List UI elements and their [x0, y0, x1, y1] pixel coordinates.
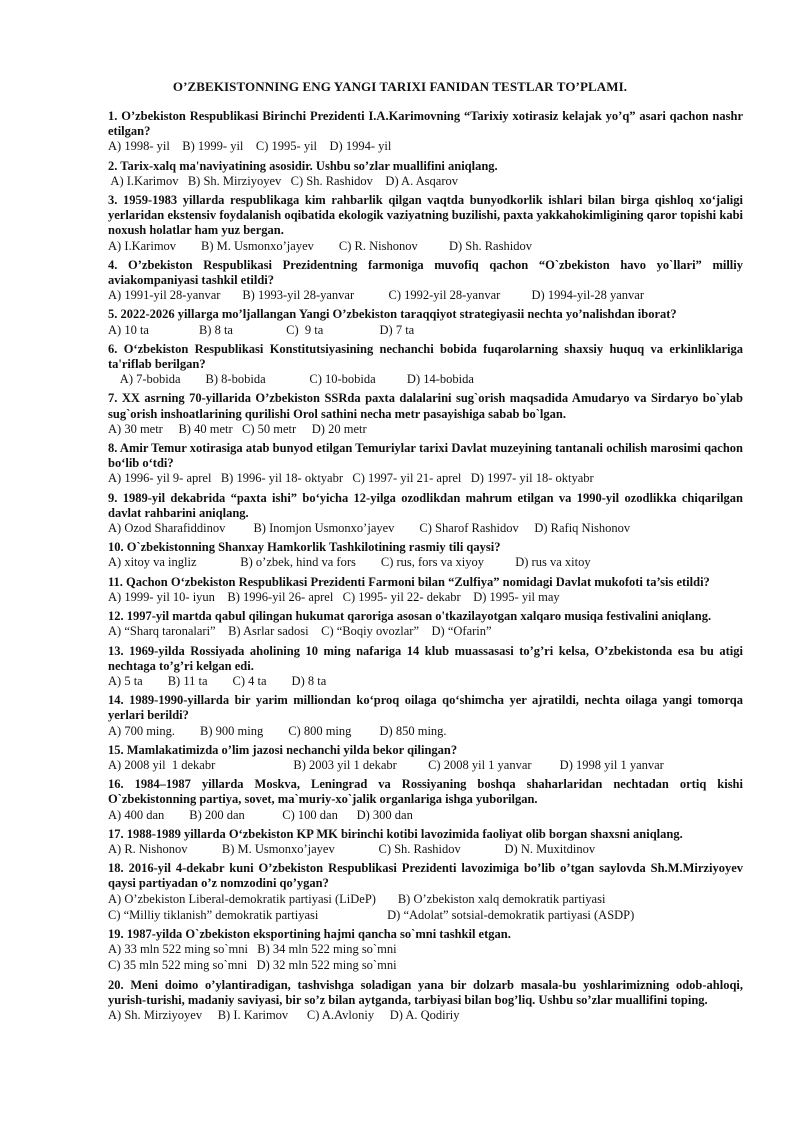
question-block — [108, 743, 743, 773]
question-text: 12. 1997-yil martda qabul qilingan hukumat qaroriga asosan o'tkazilayotgan xalqaro musiqa festivalini aniqlang. — [108, 609, 712, 624]
question-text: 18. 2016-yil 4-dekabr kuni O’zbekiston Respublikasi Prezidenti lavozimiga bo’lib o’tgan saylovda Sh.M.Mirziyoyev qaysi partiyadan o’z nomzodini qo’ygan? — [108, 861, 743, 891]
question-text: 6. O‘zbekiston Respublikasi Konstitutsiyasining nechanchi bobida fuqarolarning shaxsiy huquq va erkinliklariga ta'riflab berilgan? — [108, 341, 743, 372]
question-text: 15. Mamlakatimizda o’lim jazosi nechanchi yilda bekor qilingan? — [108, 742, 458, 757]
question-text: 4. O’zbekiston Respublikasi Prezidentning farmoniga muvofiq qachon “O`zbekiston havo yo`llari” milliy aviakompaniyasi tashkil etildi? — [108, 257, 743, 288]
question-text: 1. O’zbekiston Respublikasi Birinchi Prezidenti I.A.Karimovning “Tarixiy xotirasiz kelajak yo’q” asari qachon nashr etilgan? — [108, 109, 743, 139]
question-block — [108, 491, 743, 537]
page-title: O’ZBEKISTONNING ENG YANGI TARIXI FANIDAN TESTLAR TO’PLAMI. — [172, 79, 628, 94]
question-block — [108, 861, 743, 923]
answer-options: A) 10 ta B) 8 ta C) 9 ta D) 7 ta — [108, 322, 415, 337]
question-text: 11. Qachon O‘zbekiston Respublikasi Prezidenti Farmoni bilan “Zulfiya” nomidagi Davlat mukofoti ta’sis etildi? — [108, 574, 710, 589]
question-block — [108, 258, 743, 304]
answer-options: C) “Milliy tiklanish” demokratik partiyasi D) “Adolat” sotsial-demokratik partiyasi (ASDP) — [108, 907, 635, 922]
answer-options: A) “Sharq taronalari” B) Asrlar sadosi C) “Boqiy ovozlar” D) “Ofarin” — [108, 624, 492, 639]
question-text: 10. O`zbekistonning Shanxay Hamkorlik Tashkilotining rasmiy tili qaysi? — [108, 540, 501, 555]
question-block — [108, 693, 743, 739]
answer-options: A) I.Karimov B) M. Usmonxo’jayev C) R. Nishonov D) Sh. Rashidov — [108, 238, 532, 253]
question-block — [108, 978, 743, 1024]
question-list — [108, 108, 743, 1027]
question-block — [108, 307, 743, 337]
question-block — [108, 441, 743, 487]
answer-options: A) 1996- yil 9- aprel B) 1996- yil 18- oktyabr C) 1997- yil 21- aprel D) 1997- yil 18- oktyabr — [108, 471, 594, 486]
answer-options: A) Sh. Mirziyoyev B) I. Karimov C) A.Avloniy D) A. Qodiriy — [108, 1007, 460, 1022]
question-block — [108, 575, 743, 605]
question-text: 5. 2022-2026 yillarga mo’ljallangan Yangi O’zbekiston taraqqiyot strategiyasii nechta yo’nalishdan iborat? — [108, 307, 677, 322]
answer-options: A) R. Nishonov B) M. Usmonxo’jayev C) Sh. Rashidov D) N. Muxitdinov — [108, 841, 596, 856]
question-block — [108, 159, 743, 189]
answer-options: A) 5 ta B) 11 ta C) 4 ta D) 8 ta — [108, 673, 327, 688]
question-text: 14. 1989-1990-yillarda bir yarim milliondan ko‘proq oilaga qo‘shimcha yer ajratildi, nechta oilaga yangi tomorqa yerlari berildi? — [108, 693, 743, 723]
question-block — [108, 777, 743, 823]
question-block — [108, 193, 743, 254]
answer-options: A) 1998- yil B) 1999- yil C) 1995- yil D) 1994- yil — [108, 139, 392, 154]
question-text: 13. 1969-yilda Rossiyada aholining 10 ming nafariga 14 klub muassasasi to’g’ri kelsa, O’zbekistonda esa bu atigi nechtaga to’g’ri kelgan edi. — [108, 643, 743, 673]
question-block — [108, 927, 743, 974]
answer-options: A) I.Karimov B) Sh. Mirziyoyev C) Sh. Rashidov D) A. Asqarov — [108, 173, 458, 188]
answer-options: A) 7-bobida B) 8-bobida C) 10-bobida D) 14-bobida — [108, 372, 474, 387]
question-text: 9. 1989-yil dekabrida “paxta ishi” bo‘yicha 12-yilga ozodlikdan mahrum etilgan va 1990-yil ozodlikka chiqarilgan davlat rahbarini aniqlang. — [108, 490, 743, 520]
question-text: 7. XX asrning 70-yillarida O’zbekiston SSRda paxta dalalarini sug`orish maqsadida Amudaryo va Sirdaryo bo`ylab sug`orish inshoatlarining qurilishi Orol sathini necha metr pasayishiga sabab bo`lgan. — [108, 391, 743, 421]
question-text: 17. 1988-1989 yillarda O‘zbekiston KP MK birinchi kotibi lavozimida faoliyat olib borgan shaxsni aniqlang. — [108, 826, 683, 841]
question-block — [108, 644, 743, 690]
question-text: 2. Tarix-xalq ma'naviyatining asosidir. Ushbu so’zlar muallifini aniqlang. — [108, 158, 498, 173]
answer-options: A) xitoy va ingliz B) o’zbek, hind va fors C) rus, fors va xiyoy D) rus va xitoy — [108, 555, 591, 570]
question-block — [108, 827, 743, 857]
answer-options: A) 700 ming. B) 900 ming C) 800 ming D) 850 ming. — [108, 723, 447, 738]
question-text: 16. 1984–1987 yillarda Moskva, Leningrad va Rossiyaning boshqa shaharlaridan nechtadan ortiq kishi O`zbekistonning partiya, sovet, ma`muriy-xo`jalik organlariga ishga yuborilgan. — [108, 777, 743, 807]
question-block — [108, 342, 743, 388]
answer-options: A) O’zbekiston Liberal-demokratik partiyasi (LiDeP) B) O’zbekiston xalq demokratik partiyasi — [108, 891, 606, 906]
question-block — [108, 109, 743, 155]
answer-options: C) 35 mln 522 ming so`mni D) 32 mln 522 ming so`mni — [108, 958, 397, 973]
question-block — [108, 391, 743, 437]
answer-options: A) Ozod Sharafiddinov B) Inomjon Usmonxo’jayev C) Sharof Rashidov D) Rafiq Nishonov — [108, 521, 631, 536]
answer-options: A) 1999- yil 10- iyun B) 1996-yil 26- aprel C) 1995- yil 22- dekabr D) 1995- yil may — [108, 589, 560, 604]
answer-options: A) 1991-yil 28-yanvar B) 1993-yil 28-yanvar C) 1992-yil 28-yanvar D) 1994-yil-28 yanvar — [108, 288, 644, 303]
question-text: 20. Meni doimo o’ylantiradigan, tashvishga soladigan yana bir dolzarb masala-bu yoshlarimizning odob-ahloqi, yurish-turishi, madaniy saviyasi, bir so’z bilan aytganda, tarbiyasi bilan bog’liq. Ushbu so’zlar muallifini toping. — [108, 977, 743, 1007]
question-text: 3. 1959-1983 yillarda respublikaga kim rahbarlik qilgan vaqtda bunyodkorlik ishlari bilan birga qishloq xo‘jaligi yerlaridan ekstensiv foydalanish oqibatida ekologik vaziyatning buzilishi, paxta yakkahokimligining qaror topishi kabi noxush holatlar ham yuz bergan. — [108, 193, 743, 238]
question-block — [108, 540, 743, 570]
question-text: 19. 1987-yilda O`zbekiston eksportining hajmi qancha so`mni tashkil etgan. — [108, 926, 511, 941]
question-block — [108, 609, 743, 639]
answer-options: A) 2008 yil 1 dekabr B) 2003 yil 1 dekabr C) 2008 yil 1 yanvar D) 1998 yil 1 yanvar — [108, 757, 664, 772]
question-text: 8. Amir Temur xotirasiga atab bunyod etilgan Temuriylar tarixi Davlat muzeyining tantanali ochilish marosimi qachon bo‘lib o‘tdi? — [108, 441, 743, 471]
answer-options: A) 400 dan B) 200 dan C) 100 dan D) 300 dan — [108, 807, 413, 822]
answer-options: A) 30 metr B) 40 metr C) 50 metr D) 20 metr — [108, 421, 367, 436]
answer-options: A) 33 mln 522 ming so`mni B) 34 mln 522 ming so`mni — [108, 942, 397, 957]
